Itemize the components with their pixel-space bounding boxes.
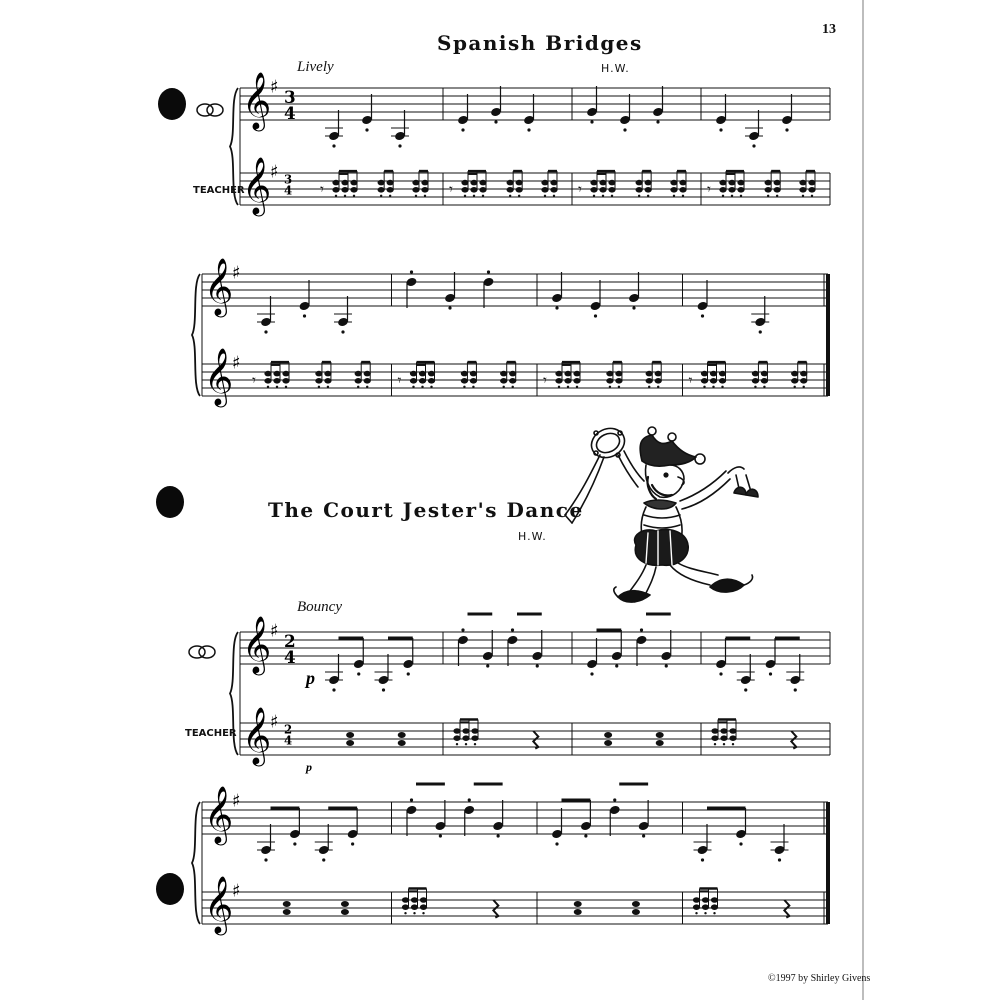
chord-note — [604, 740, 612, 746]
staccato-dot — [382, 688, 385, 691]
staccato-dot — [421, 386, 423, 388]
punch-hole-icon — [158, 88, 186, 120]
staccato-dot — [555, 306, 558, 309]
staccato-dot — [584, 834, 587, 837]
music-system — [228, 70, 838, 218]
staccato-dot — [341, 330, 344, 333]
staccato-dot — [407, 672, 410, 675]
staccato-dot — [465, 743, 467, 745]
staccato-dot — [439, 834, 442, 837]
staccato-dot — [794, 688, 797, 691]
staccato-dot — [544, 195, 546, 197]
staccato-dot — [803, 386, 805, 388]
staccato-dot — [739, 842, 742, 845]
eighth-rest: 𝄾 — [578, 181, 582, 198]
jester-illustration — [560, 415, 770, 610]
staccato-dot — [494, 120, 497, 123]
staccato-dot — [763, 386, 765, 388]
staccato-dot — [422, 912, 424, 914]
staccato-dot — [412, 386, 414, 388]
treble-clef-icon: 𝄞 — [204, 346, 234, 405]
staccato-dot — [623, 128, 626, 131]
music-system — [180, 256, 830, 412]
staccato-dot — [712, 386, 714, 388]
staccato-dot — [303, 314, 306, 317]
staccato-dot — [759, 330, 762, 333]
eighth-rest: 𝄾 — [543, 372, 547, 389]
staccato-dot — [714, 743, 716, 745]
staccato-dot — [723, 743, 725, 745]
staccato-dot — [318, 386, 320, 388]
staccato-dot — [732, 743, 734, 745]
staccato-dot — [430, 386, 432, 388]
staccato-dot — [285, 386, 287, 388]
sharp-icon: ♯ — [270, 712, 279, 733]
staccato-dot — [344, 195, 346, 197]
time-signature: 2 — [284, 630, 296, 651]
eighth-rest: 𝄾 — [707, 181, 711, 198]
chord-note — [346, 740, 354, 746]
sharp-icon: ♯ — [232, 353, 241, 374]
chord-note — [283, 909, 291, 915]
staccato-dot — [518, 195, 520, 197]
staccato-dot — [769, 672, 772, 675]
treble-clef-icon: 𝄞 — [242, 155, 272, 214]
staccato-dot — [536, 664, 539, 667]
staccato-dot — [461, 128, 464, 131]
staccato-dot — [553, 195, 555, 197]
staccato-dot — [487, 270, 490, 273]
chord-note — [656, 732, 664, 738]
staccato-dot — [731, 195, 733, 197]
treble-clef-icon: 𝄞 — [242, 614, 272, 673]
quarter-rest — [784, 900, 789, 918]
fingering-symbol-icon — [188, 644, 216, 660]
staccato-dot — [609, 386, 611, 388]
chord-note — [398, 740, 406, 746]
staccato-dot — [665, 664, 668, 667]
staccato-dot — [648, 386, 650, 388]
time-signature: 4 — [284, 183, 293, 198]
staccato-dot — [380, 195, 382, 197]
staccato-dot — [776, 195, 778, 197]
staccato-dot — [527, 128, 530, 131]
staccato-dot — [602, 195, 604, 197]
chord-note — [574, 909, 582, 915]
chord-note — [341, 901, 349, 907]
staccato-dot — [322, 858, 325, 861]
brace — [192, 802, 200, 924]
staccato-dot — [590, 672, 593, 675]
treble-clef-icon: 𝄞 — [204, 874, 234, 933]
dynamic-marking: p — [306, 760, 312, 774]
staccato-dot — [778, 858, 781, 861]
staccato-dot — [365, 128, 368, 131]
eighth-rest: 𝄾 — [320, 181, 324, 198]
piece-title: Spanish Bridges — [437, 31, 643, 55]
chord-note — [632, 909, 640, 915]
staccato-dot — [327, 386, 329, 388]
staccato-dot — [474, 743, 476, 745]
staccato-dot — [332, 688, 335, 691]
eighth-rest: 𝄾 — [397, 372, 402, 389]
brace — [230, 632, 238, 755]
staccato-dot — [366, 386, 368, 388]
staccato-dot — [593, 195, 595, 197]
staccato-dot — [357, 672, 360, 675]
staccato-dot — [482, 195, 484, 197]
treble-clef-icon: 𝄞 — [242, 70, 272, 129]
staccato-dot — [509, 195, 511, 197]
staccato-dot — [497, 834, 500, 837]
eighth-rest: 𝄾 — [252, 372, 256, 389]
staccato-dot — [512, 386, 514, 388]
time-signature: 4 — [284, 102, 296, 123]
quarter-rest — [791, 731, 796, 749]
staccato-dot — [713, 912, 715, 914]
staccato-dot — [615, 664, 618, 667]
time-signature: 2 — [284, 722, 293, 737]
tempo-marking: Lively — [297, 59, 334, 75]
staccato-dot — [351, 842, 354, 845]
staccato-dot — [611, 195, 613, 197]
composer-credit: H.W. — [518, 530, 547, 543]
page-edge — [862, 0, 864, 1000]
chord-note — [341, 909, 349, 915]
sharp-icon: ♯ — [232, 881, 241, 902]
page-number: 13 — [822, 22, 836, 37]
eighth-rest: 𝄾 — [449, 181, 453, 198]
staccato-dot — [590, 120, 593, 123]
staccato-dot — [415, 195, 417, 197]
staccato-dot — [486, 664, 489, 667]
staccato-dot — [638, 195, 640, 197]
staccato-dot — [463, 386, 465, 388]
teacher-label: TEACHER — [193, 185, 245, 196]
staccato-dot — [722, 195, 724, 197]
eighth-rest: 𝄾 — [688, 372, 693, 389]
piece-title: The Court Jester's Dance — [268, 498, 584, 522]
quarter-rest — [533, 731, 538, 749]
time-signature: 4 — [284, 646, 296, 667]
brace — [230, 88, 238, 205]
teacher-label: TEACHER — [185, 728, 237, 739]
staccato-dot — [461, 628, 464, 631]
staccato-dot — [398, 144, 401, 147]
staccato-dot — [594, 314, 597, 317]
staccato-dot — [555, 842, 558, 845]
staccato-dot — [701, 858, 704, 861]
composer-credit: H.W. — [601, 62, 630, 75]
staccato-dot — [410, 798, 413, 801]
staccato-dot — [353, 195, 355, 197]
chord-note — [604, 732, 612, 738]
chord-note — [656, 740, 664, 746]
time-signature: 4 — [284, 733, 293, 748]
staccato-dot — [276, 386, 278, 388]
staccato-dot — [682, 195, 684, 197]
sharp-icon: ♯ — [270, 162, 279, 183]
staccato-dot — [721, 386, 723, 388]
staccato-dot — [264, 330, 267, 333]
staccato-dot — [357, 386, 359, 388]
staccato-dot — [701, 314, 704, 317]
chord-note — [283, 901, 291, 907]
staccato-dot — [413, 912, 415, 914]
sharp-icon: ♯ — [232, 263, 241, 284]
staccato-dot — [448, 306, 451, 309]
staccato-dot — [642, 834, 645, 837]
staccato-dot — [335, 195, 337, 197]
staccato-dot — [673, 195, 675, 197]
staccato-dot — [293, 842, 296, 845]
staccato-dot — [464, 195, 466, 197]
staccato-dot — [404, 912, 406, 914]
chord-note — [346, 732, 354, 738]
staccato-dot — [410, 270, 413, 273]
staccato-dot — [767, 195, 769, 197]
time-signature: 3 — [284, 172, 293, 187]
music-system — [228, 614, 838, 774]
staccato-dot — [503, 386, 505, 388]
staccato-dot — [632, 306, 635, 309]
chord-note — [574, 901, 582, 907]
staccato-dot — [703, 386, 705, 388]
fingering-symbol-icon — [196, 102, 224, 118]
staccato-dot — [389, 195, 391, 197]
staccato-dot — [794, 386, 796, 388]
staccato-dot — [647, 195, 649, 197]
staccato-dot — [811, 195, 813, 197]
staccato-dot — [558, 386, 560, 388]
brace — [192, 274, 200, 396]
punch-hole-icon — [156, 486, 184, 518]
tempo-marking: Bouncy — [297, 599, 342, 615]
staccato-dot — [657, 386, 659, 388]
staccato-dot — [468, 798, 471, 801]
chord-note — [632, 901, 640, 907]
treble-clef-icon: 𝄞 — [242, 705, 272, 764]
staccato-dot — [264, 858, 267, 861]
staccato-dot — [456, 743, 458, 745]
music-system — [180, 784, 830, 940]
staccato-dot — [752, 144, 755, 147]
time-signature: 3 — [284, 86, 296, 107]
staccato-dot — [656, 120, 659, 123]
staccato-dot — [740, 195, 742, 197]
treble-clef-icon: 𝄞 — [204, 256, 234, 315]
staccato-dot — [472, 386, 474, 388]
copyright-notice: ©1997 by Shirley Givens — [768, 973, 871, 984]
treble-clef-icon: 𝄞 — [204, 784, 234, 843]
staccato-dot — [695, 912, 697, 914]
staccato-dot — [802, 195, 804, 197]
sharp-icon: ♯ — [232, 791, 241, 812]
sharp-icon: ♯ — [270, 77, 279, 98]
staccato-dot — [567, 386, 569, 388]
staccato-dot — [473, 195, 475, 197]
staccato-dot — [424, 195, 426, 197]
staccato-dot — [613, 798, 616, 801]
staccato-dot — [640, 628, 643, 631]
staccato-dot — [576, 386, 578, 388]
sharp-icon: ♯ — [270, 621, 279, 642]
staccato-dot — [618, 386, 620, 388]
staccato-dot — [719, 128, 722, 131]
staccato-dot — [754, 386, 756, 388]
dynamic-marking: p — [306, 668, 315, 688]
staccato-dot — [511, 628, 514, 631]
quarter-rest — [493, 900, 498, 918]
staccato-dot — [267, 386, 269, 388]
staccato-dot — [719, 672, 722, 675]
staccato-dot — [785, 128, 788, 131]
staccato-dot — [744, 688, 747, 691]
chord-note — [398, 732, 406, 738]
staccato-dot — [704, 912, 706, 914]
staccato-dot — [332, 144, 335, 147]
